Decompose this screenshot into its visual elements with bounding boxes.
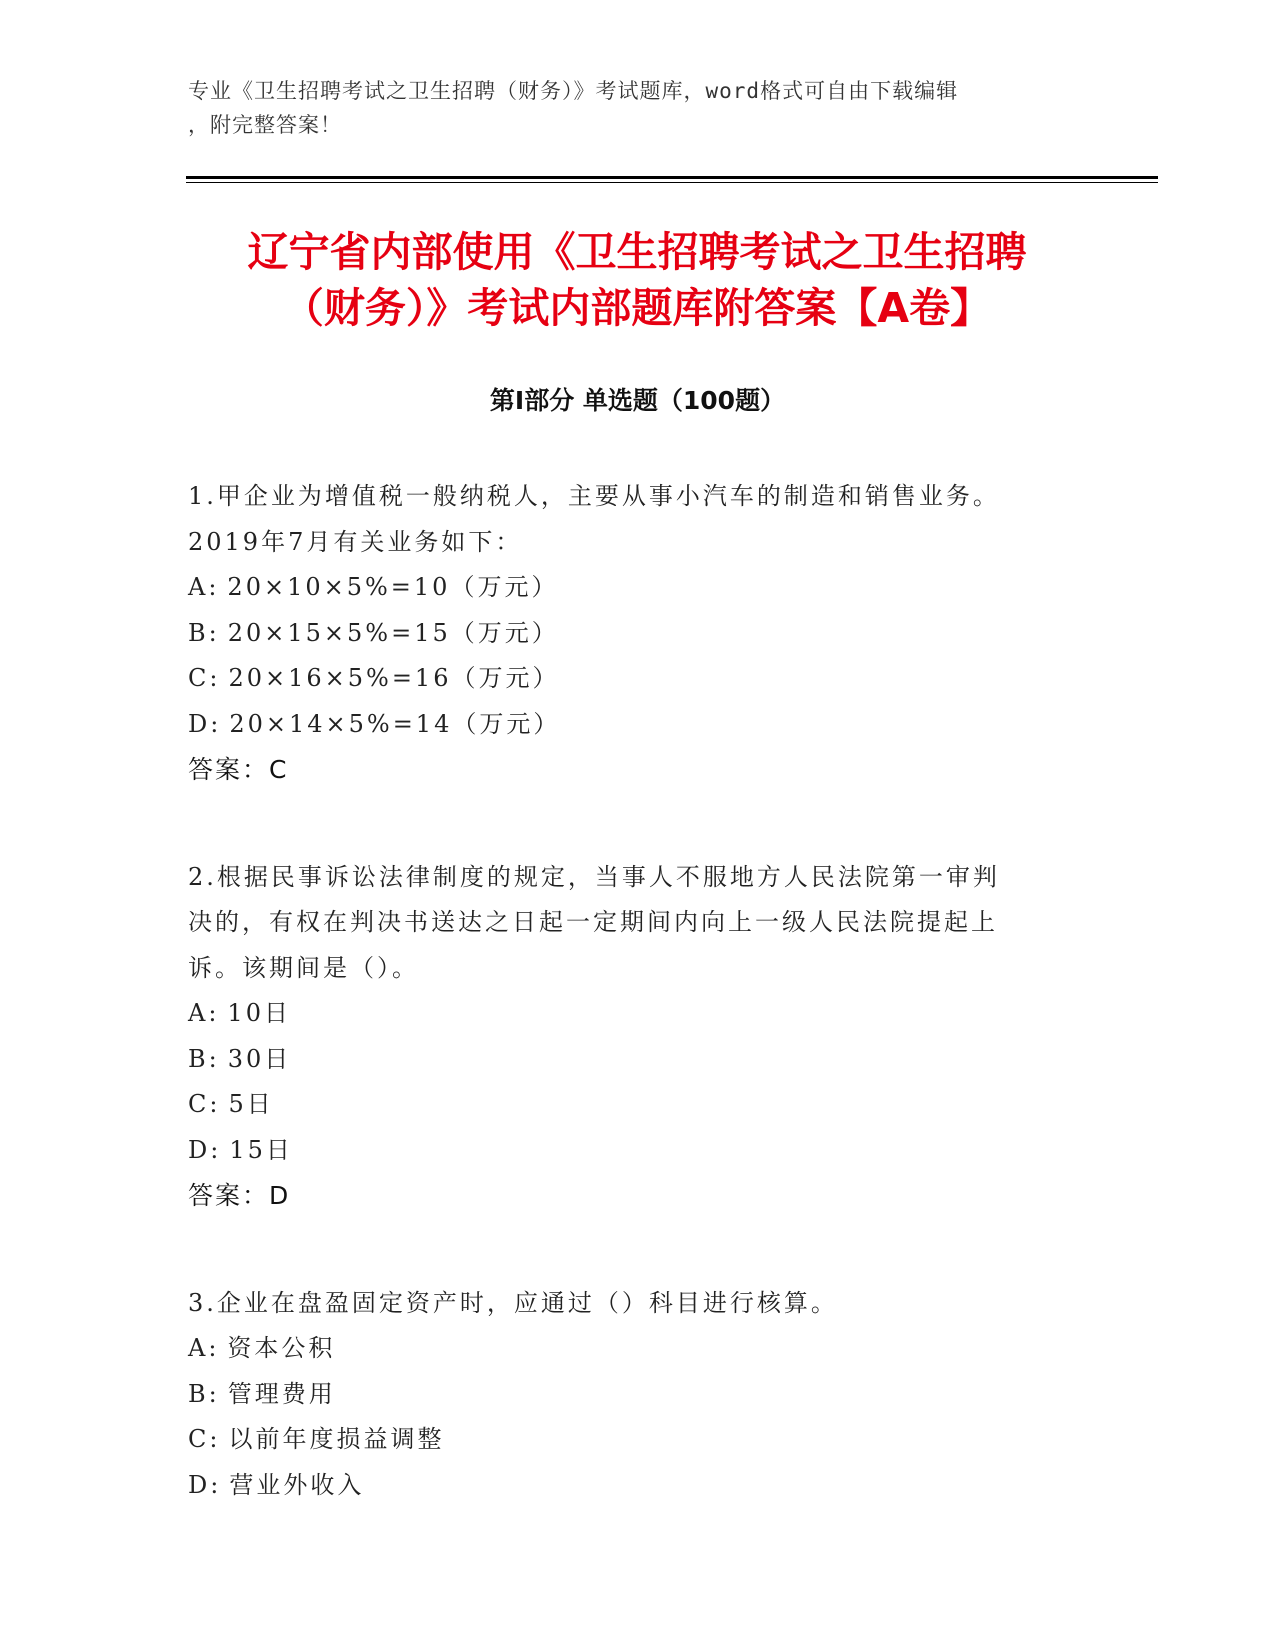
option-key: B:	[188, 618, 220, 647]
option-text: 10日	[227, 999, 291, 1027]
question-stem-line: 诉。该期间是（）。	[188, 953, 419, 982]
option-key: D:	[188, 1135, 222, 1164]
option-key: D:	[188, 1470, 222, 1499]
question-3-stem	[188, 1281, 1068, 1327]
option-text: 资本公积	[227, 1334, 336, 1362]
option-b	[188, 1037, 1068, 1083]
option-key: C:	[188, 1425, 221, 1453]
question-stem-line: 2019年7月有关业务如下：	[188, 527, 523, 556]
option-text: 管理费用	[227, 1379, 336, 1408]
option-text: 20×14×5%=14（万元）	[229, 709, 561, 738]
option-text: 营业外收入	[229, 1470, 365, 1499]
header-rule-thin	[186, 182, 1158, 183]
option-b	[188, 1372, 1068, 1418]
option-c	[188, 1417, 1068, 1463]
option-text: 15日	[229, 1135, 293, 1164]
option-key: C:	[188, 1090, 221, 1118]
question-stem-line: 决的，有权在判决书送达之日起一定期间内向上一级人民法院提起上	[188, 908, 998, 936]
option-d	[188, 702, 1068, 748]
question-list	[188, 474, 1068, 1570]
question-1-stem	[188, 474, 1068, 565]
option-key: C:	[188, 664, 221, 692]
option-a	[188, 565, 1068, 611]
question-stem-line: 3.企业在盘盈固定资产时，应通过（）科目进行核算。	[188, 1288, 838, 1317]
document-title	[137, 224, 1137, 336]
option-text: 5日	[228, 1090, 274, 1118]
option-c	[188, 1082, 1068, 1128]
option-key: B:	[188, 1044, 220, 1073]
question-3	[188, 1281, 1068, 1509]
option-text: 20×15×5%=15（万元）	[227, 618, 559, 647]
option-text: 20×10×5%=10（万元）	[227, 573, 559, 601]
option-d	[188, 1463, 1068, 1509]
option-c	[188, 656, 1068, 702]
option-a	[188, 991, 1068, 1037]
option-text: 30日	[227, 1044, 292, 1073]
header-note-line2: ，附完整答案！	[188, 113, 342, 137]
option-key: A:	[188, 573, 220, 601]
question-2-stem	[188, 855, 1068, 992]
section-heading: 第Ⅰ部分 单选题（100题）	[489, 386, 786, 415]
option-b	[188, 611, 1068, 657]
option-d	[188, 1128, 1068, 1174]
option-text: 20×16×5%=16（万元）	[228, 664, 560, 692]
question-1	[188, 474, 1068, 793]
answer-label: 答案：C	[188, 755, 289, 784]
header-note-line1: 专业《卫生招聘考试之卫生招聘（财务）》考试题库，word格式可自由下载编辑	[188, 79, 959, 103]
document-title-line2: （财务）》考试内部题库附答案【A卷】	[282, 284, 992, 332]
header-rule-thick	[186, 176, 1158, 179]
option-key: A:	[188, 1334, 220, 1362]
option-key: D:	[188, 709, 222, 738]
option-key: B:	[188, 1379, 220, 1408]
option-key: A:	[188, 999, 220, 1027]
option-a	[188, 1326, 1068, 1372]
option-text: 以前年度损益调整	[228, 1425, 445, 1453]
header-note	[188, 74, 1088, 142]
question-stem-line: 1.甲企业为增值税一般纳税人，主要从事小汽车的制造和销售业务。	[188, 482, 1000, 510]
question-stem-line: 2.根据民事诉讼法律制度的规定，当事人不服地方人民法院第一审判	[188, 862, 1000, 891]
question-2	[188, 855, 1068, 1219]
document-title-line1: 辽宁省内部使用《卫生招聘考试之卫生招聘	[247, 228, 1027, 276]
answer-label: 答案：D	[188, 1181, 291, 1210]
